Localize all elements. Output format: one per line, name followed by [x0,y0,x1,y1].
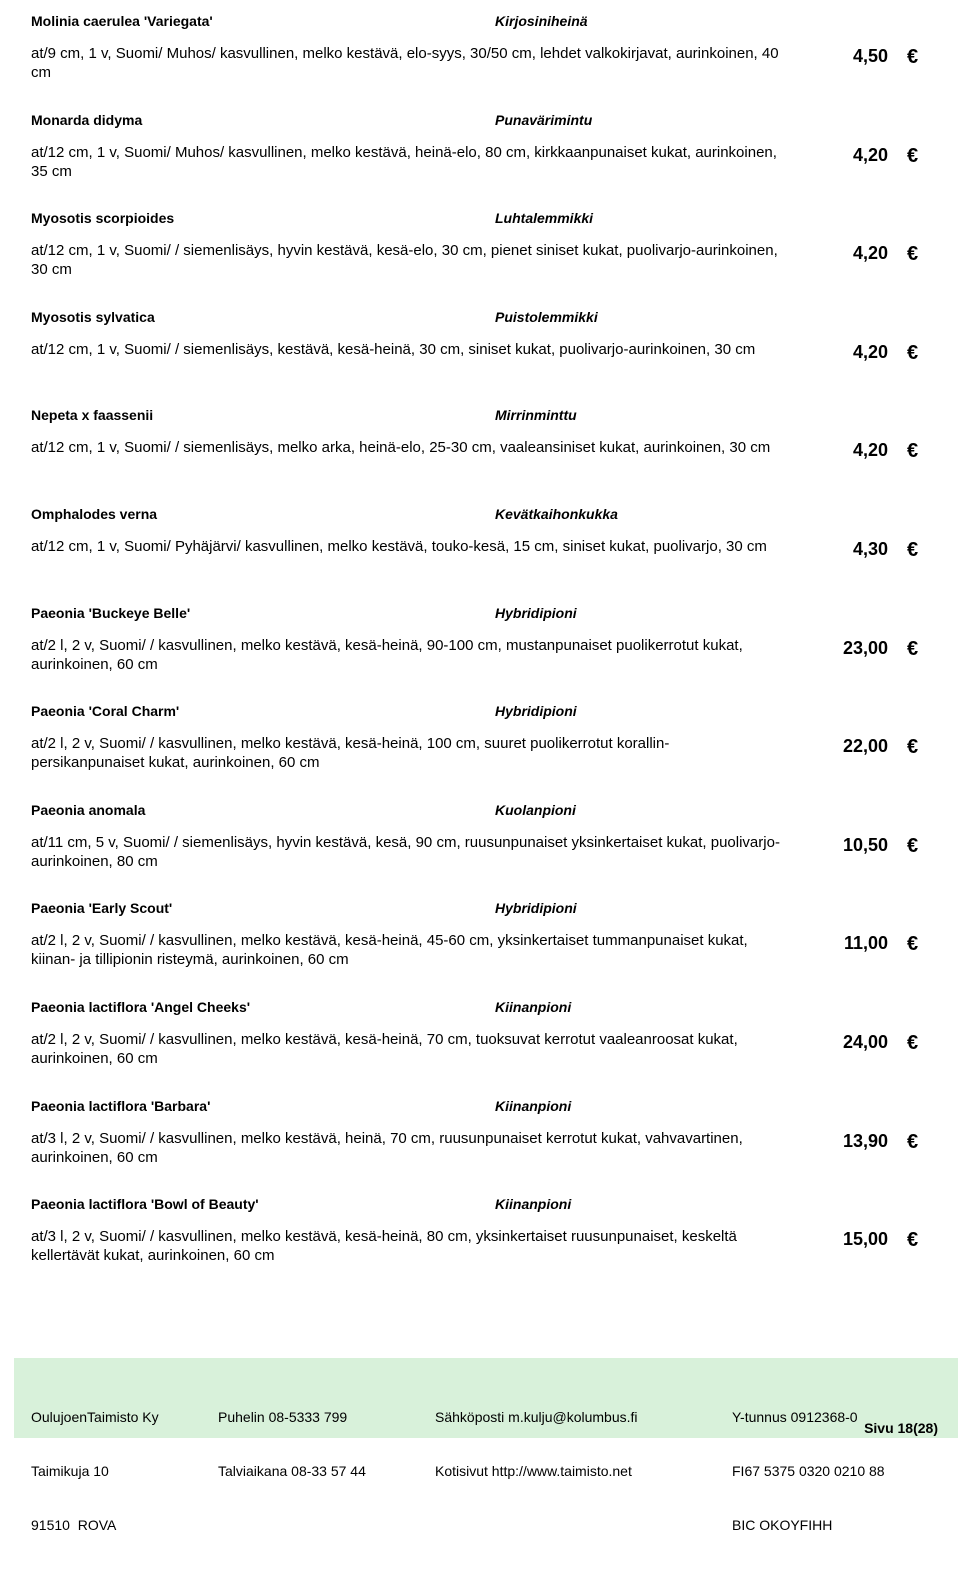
plant-description: at/2 l, 2 v, Suomi/ / kasvullinen, melko kestävä, kesä-heinä, 45-60 cm, yksinkertaiset tummanpunaiset kukat, kiinan- ja tillipionin risteymä, aurinkoinen, 60 cm [31,932,748,968]
plant-entry [0,999,960,1089]
plant-latin-name: Paeonia anomala [31,802,146,818]
footer-bic: BIC OKOYFIHH [732,1517,833,1533]
plant-price: 13,90 [842,1131,888,1151]
plant-description: at/3 l, 2 v, Suomi/ / kasvullinen, melko kestävä, kesä-heinä, 80 cm, yksinkertaiset ruusunpunaiset, keskeltä kellertävät kukat, aurinkoinen, 60 cm [31,1228,737,1264]
plant-common-name: Kuolanpioni [495,802,576,818]
plant-entry [0,407,960,497]
plant-common-name: Mirrinminttu [495,407,577,423]
plant-entry [0,1196,960,1286]
plant-description: at/2 l, 2 v, Suomi/ / kasvullinen, melko kestävä, kesä-heinä, 90-100 cm, mustanpunaiset puolikerrotut kukat, aurinkoinen, 60 cm [31,637,743,673]
plant-common-name: Hybridipioni [495,605,577,621]
plant-price: 10,50 [842,835,888,855]
plant-common-name: Kiinanpioni [495,999,572,1015]
footer-business-id: Y-tunnus 0912368-0 [732,1409,858,1425]
plant-latin-name: Myosotis scorpioides [31,210,175,226]
plant-common-name: Kiinanpioni [495,1098,572,1114]
footer-iban: FI67 5375 0320 0210 88 [732,1463,885,1479]
plant-description: at/9 cm, 1 v, Suomi/ Muhos/ kasvullinen, melko kestävä, elo-syys, 30/50 cm, lehdet valkokirjavat, aurinkoinen, 40 cm [31,45,779,81]
euro-symbol: € [907,440,919,462]
footer-email: Sähköposti m.kulju@kolumbus.fi [435,1409,638,1425]
euro-symbol: € [907,243,919,265]
plant-common-name: Kirjosiniheinä [495,13,588,29]
plant-price: 15,00 [842,1229,888,1249]
plant-price: 22,00 [842,736,888,756]
plant-description: at/3 l, 2 v, Suomi/ / kasvullinen, melko kestävä, heinä, 70 cm, ruusunpunaiset kerrotut kukat, vahvavartinen, aurinkoinen, 60 cm [31,1130,743,1166]
plant-latin-name: Paeonia lactiflora 'Angel Cheeks' [31,999,251,1015]
plant-common-name: Kevätkaihonkukka [495,506,618,522]
euro-symbol: € [907,342,919,364]
plant-price: 4,30 [852,539,888,559]
plant-latin-name: Paeonia lactiflora 'Barbara' [31,1098,211,1114]
page-number: Sivu 18(28) [864,1420,938,1436]
euro-symbol: € [907,539,919,561]
plant-entry [0,112,960,202]
footer-website: Kotisivut http://www.taimisto.net [435,1463,632,1479]
euro-symbol: € [907,145,919,167]
plant-entry [0,13,960,103]
footer-business-ids [732,1372,885,1570]
plant-common-name: Puistolemmikki [495,309,598,325]
plant-entry [0,900,960,990]
plant-price: 4,50 [852,46,888,66]
euro-symbol: € [907,1229,919,1251]
plant-description: at/12 cm, 1 v, Suomi/ Muhos/ kasvullinen, melko kestävä, heinä-elo, 80 cm, kirkkaanpunaiset kukat, aurinkoinen, 35 cm [31,144,777,180]
plant-entry [0,605,960,695]
footer-street: Taimikuja 10 [31,1463,109,1479]
plant-description: at/2 l, 2 v, Suomi/ / kasvullinen, melko kestävä, kesä-heinä, 70 cm, tuoksuvat kerrotut vaaleanroosat kukat, aurinkoinen, 60 cm [31,1031,738,1067]
plant-price: 4,20 [852,145,888,165]
plant-latin-name: Paeonia 'Early Scout' [31,900,173,916]
plant-price: 24,00 [842,1032,888,1052]
plant-description: at/12 cm, 1 v, Suomi/ Pyhäjärvi/ kasvullinen, melko kestävä, touko-kesä, 15 cm, siniset kukat, puolivarjo, 30 cm [31,538,767,555]
plant-price: 23,00 [842,638,888,658]
plant-entry [0,703,960,793]
footer-postcode: 91510 ROVA [31,1517,117,1533]
plant-entry [0,309,960,399]
plant-price: 11,00 [843,933,888,953]
plant-common-name: Kiinanpioni [495,1196,572,1212]
plant-latin-name: Paeonia 'Buckeye Belle' [31,605,191,621]
plant-latin-name: Nepeta x faassenii [31,407,154,423]
plant-price: 4,20 [852,440,888,460]
plant-latin-name: Monarda didyma [31,112,143,128]
plant-entry [0,506,960,596]
euro-symbol: € [907,1131,919,1153]
plant-latin-name: Myosotis sylvatica [31,309,155,325]
footer [14,1358,958,1533]
plant-latin-name: Paeonia 'Coral Charm' [31,703,180,719]
footer-winter-phone: Talviaikana 08-33 57 44 [218,1463,366,1479]
footer-contact [435,1372,638,1516]
euro-symbol: € [907,835,919,857]
euro-symbol: € [907,736,919,758]
footer-phone: Puhelin 08-5333 799 [218,1409,348,1425]
plant-description: at/12 cm, 1 v, Suomi/ / siemenlisäys, hyvin kestävä, kesä-elo, 30 cm, pienet siniset kukat, puolivarjo-aurinkoinen, 30 cm [31,242,778,278]
footer-phones [218,1372,366,1516]
footer-company [31,1372,159,1570]
plant-common-name: Hybridipioni [495,900,577,916]
euro-symbol: € [907,933,919,955]
plant-description: at/12 cm, 1 v, Suomi/ / siemenlisäys, kestävä, kesä-heinä, 30 cm, siniset kukat, puolivarjo-aurinkoinen, 30 cm [31,341,756,358]
euro-symbol: € [907,46,919,68]
plant-common-name: Punavärimintu [495,112,593,128]
plant-entry [0,802,960,892]
plant-latin-name: Molinia caerulea 'Variegata' [31,13,213,29]
euro-symbol: € [907,638,919,660]
plant-common-name: Hybridipioni [495,703,577,719]
euro-symbol: € [907,1032,919,1054]
footer-company-name: OulujoenTaimisto Ky [31,1409,159,1425]
plant-description: at/12 cm, 1 v, Suomi/ / siemenlisäys, melko arka, heinä-elo, 25-30 cm, vaaleansiniset kukat, aurinkoinen, 30 cm [31,439,771,456]
plant-price: 4,20 [852,243,888,263]
plant-latin-name: Omphalodes verna [31,506,158,522]
plant-price: 4,20 [852,342,888,362]
plant-latin-name: Paeonia lactiflora 'Bowl of Beauty' [31,1196,259,1212]
plant-description: at/2 l, 2 v, Suomi/ / kasvullinen, melko kestävä, kesä-heinä, 100 cm, suuret puolikerrotut korallin-persikanpunaiset kukat, aurinkoinen, 60 cm [31,735,670,771]
plant-common-name: Luhtalemmikki [495,210,594,226]
plant-entry [0,1098,960,1188]
plant-description: at/11 cm, 5 v, Suomi/ / siemenlisäys, hyvin kestävä, kesä, 90 cm, ruusunpunaiset yksinkertaiset kukat, puolivarjo-aurinkoinen, 80 cm [31,834,780,870]
plant-entry [0,210,960,300]
